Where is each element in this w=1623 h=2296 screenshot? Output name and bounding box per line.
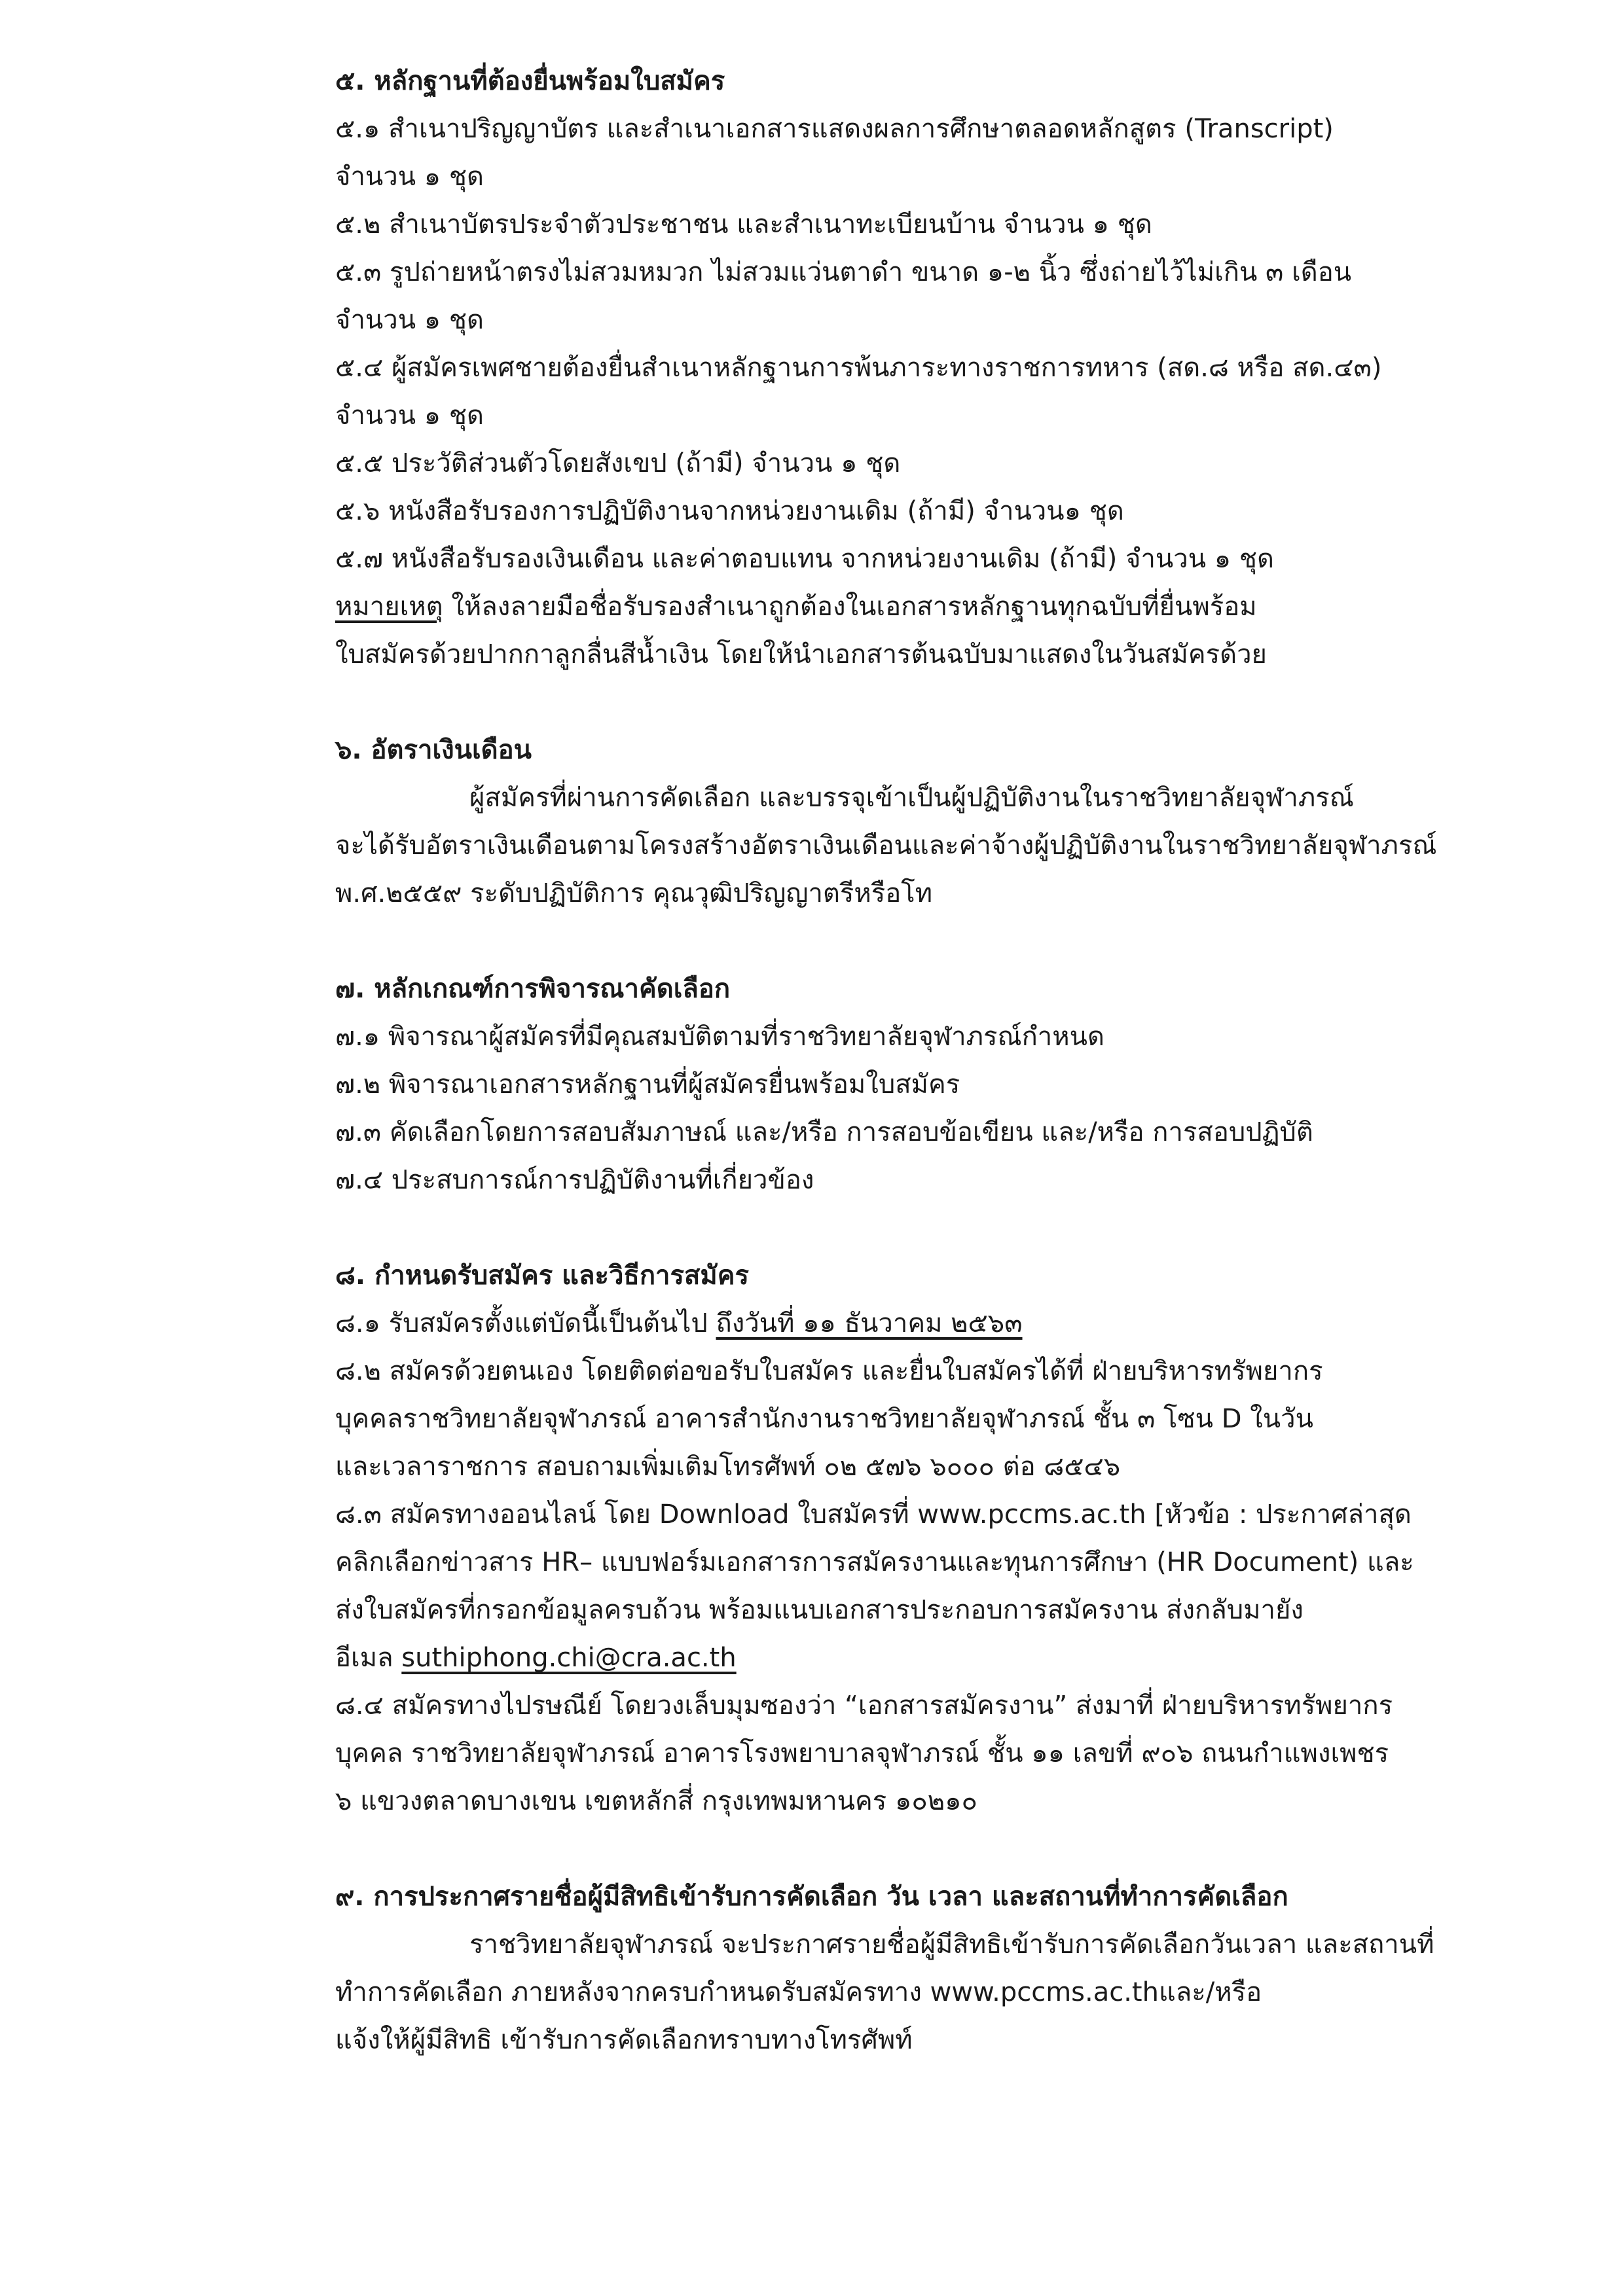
email-link[interactable]: suthiphong.chi@cra.ac.th <box>401 1643 737 1673</box>
section-8-item-3-cont-1: คลิกเลือกข่าวสาร HR– แบบฟอร์มเอกสารการสมัครงานและทุนการศึกษา (HR Document) และ <box>335 1547 1414 1577</box>
section-5-item-3: ๕.๓ รูปถ่ายหน้าตรงไม่สวมหมวก ไม่สวมแว่นตาดำ ขนาด ๑-๒ นิ้ว ซึ่งถ่ายไว้ไม่เกิน ๓ เดือน <box>335 257 1352 287</box>
section-5-heading: ๕. หลักฐานที่ต้องยื่นพร้อมใบสมัคร <box>335 66 725 96</box>
section-6-heading: ๖. อัตราเงินเดือน <box>335 735 532 765</box>
section-5-item-6: ๕.๖ หนังสือรับรองการปฏิบัติงานจากหน่วยงานเดิม (ถ้ามี) จำนวน๑ ชุด <box>335 496 1124 526</box>
section-8-item-3-email-line <box>335 1634 1448 1682</box>
section-5-item-7: ๕.๗ หนังสือรับรองเงินเดือน และค่าตอบแทน จากหน่วยงานเดิม (ถ้ามี) จำนวน ๑ ชุด <box>335 544 1275 574</box>
section-9-para-3: แจ้งให้ผู้มีสิทธิ เข้ารับการคัดเลือกทราบทางโทรศัพท์ <box>335 2025 913 2055</box>
section-8-item-2-cont-2: และเวลาราชการ สอบถามเพิ่มเติมโทรศัพท์ ๐๒ ๕๗๖ ๖๐๐๐ ต่อ ๘๕๔๖ <box>335 1452 1121 1482</box>
section-8-item-4-cont-2: ๖ แขวงตลาดบางเขน เขตหลักสี่ กรุงเทพมหานคร ๑๐๒๑๐ <box>335 1786 977 1816</box>
section-5-item-3-qty: จำนวน ๑ ชุด <box>335 305 484 335</box>
section-5 <box>335 58 1448 679</box>
section-8-item-4-cont-1: บุคคล ราชวิทยาลัยจุฬาภรณ์ อาคารโรงพยาบาลจุฬาภรณ์ ชั้น ๑๑ เลขที่ ๙๐๖ ถนนกำแพงเพชร <box>335 1738 1389 1768</box>
note-text: ให้ลงลายมือชื่อรับรองสำเนาถูกต้องในเอกสารหลักฐานทุกฉบับที่ยื่นพร้อม <box>443 592 1257 622</box>
section-6-para-3: พ.ศ.๒๕๕๙ ระดับปฏิบัติการ คุณวุฒิปริญญาตรีหรือโท <box>335 878 933 908</box>
section-8-item-4: ๘.๔ สมัครทางไปรษณีย์ โดยวงเล็บมุมซองว่า “เอกสารสมัครงาน” ส่งมาที่ ฝ่ายบริหารทรัพยากร <box>335 1691 1393 1721</box>
section-5-item-4: ๕.๔ ผู้สมัครเพศชายต้องยื่นสำเนาหลักฐานการพ้นภาระทางราชการทหาร (สด.๘ หรือ สด.๔๓) <box>335 353 1382 383</box>
email-label: อีเมล <box>335 1643 402 1673</box>
section-8-item-3: ๘.๓ สมัครทางออนไลน์ โดย Download ใบสมัครที่ www.pccms.ac.th [หัวข้อ : ประกาศล่าสุด <box>335 1499 1412 1530</box>
section-5-item-4-qty: จำนวน ๑ ชุด <box>335 401 484 431</box>
section-5-item-2: ๕.๒ สำเนาบัตรประจำตัวประชาชน และสำเนาทะเบียนบ้าน จำนวน ๑ ชุด <box>335 209 1152 240</box>
section-5-note <box>335 583 1448 631</box>
section-7-item-3: ๗.๓ คัดเลือกโดยการสอบสัมภาษณ์ และ/หรือ การสอบข้อเขียน และ/หรือ การสอบปฏิบัติ <box>335 1117 1313 1147</box>
note-label: หมายเหตุ <box>335 592 443 622</box>
section-6-para-1: ผู้สมัครที่ผ่านการคัดเลือก และบรรจุเข้าเป็นผู้ปฏิบัติงานในราชวิทยาลัยจุฬาภรณ์ <box>469 783 1354 813</box>
section-6-para-2: จะได้รับอัตราเงินเดือนตามโครงสร้างอัตราเงินเดือนและค่าจ้างผู้ปฏิบัติงานในราชวิทยาลัยจุฬาภรณ์ <box>335 831 1437 861</box>
section-9-para-1: ราชวิทยาลัยจุฬาภรณ์ จะประกาศรายชื่อผู้มีสิทธิเข้ารับการคัดเลือกวันเวลา และสถานที่ <box>469 1929 1434 1960</box>
section-8-item-3-cont-2: ส่งใบสมัครที่กรอกข้อมูลครบถ้วน พร้อมแนบเอกสารประกอบการสมัครงาน ส่งกลับมายัง <box>335 1595 1304 1625</box>
section-8 <box>335 1252 1448 1825</box>
section-7 <box>335 965 1448 1204</box>
section-7-item-4: ๗.๔ ประสบการณ์การปฏิบัติงานที่เกี่ยวข้อง <box>335 1165 814 1195</box>
spacer <box>335 1825 1448 1873</box>
section-8-item-2: ๘.๒ สมัครด้วยตนเอง โดยติดต่อขอรับใบสมัคร และยื่นใบสมัครได้ที่ ฝ่ายบริหารทรัพยากร <box>335 1356 1323 1386</box>
section-8-item-2-cont-1: บุคคลราชวิทยาลัยจุฬาภรณ์ อาคารสำนักงานราชวิทยาลัยจุฬาภรณ์ ชั้น ๓ โซน D ในวัน <box>335 1404 1313 1434</box>
section-9-heading: ๙. การประกาศรายชื่อผู้มีสิทธิเข้ารับการคัดเลือก วัน เวลา และสถานที่ทำการคัดเลือก <box>335 1882 1288 1912</box>
section-6 <box>335 726 1448 918</box>
document-page <box>335 58 1448 2064</box>
section-9-para-2: ทำการคัดเลือก ภายหลังจากครบกำหนดรับสมัครทาง www.pccms.ac.thและ/หรือ <box>335 1977 1262 2007</box>
section-7-heading: ๗. หลักเกณฑ์การพิจารณาคัดเลือก <box>335 974 731 1004</box>
spacer <box>335 1204 1448 1252</box>
section-8-item-1 <box>335 1300 1448 1348</box>
section-5-note-cont: ใบสมัครด้วยปากกาลูกลื่นสีน้ำเงิน โดยให้นำเอกสารต้นฉบับมาแสดงในวันสมัครด้วย <box>335 639 1267 670</box>
spacer <box>335 679 1448 726</box>
section-7-item-2: ๗.๒ พิจารณาเอกสารหลักฐานที่ผู้สมัครยื่นพร้อมใบสมัคร <box>335 1069 960 1100</box>
section-5-item-1-qty: จำนวน ๑ ชุด <box>335 162 484 192</box>
section-7-item-1: ๗.๑ พิจารณาผู้สมัครที่มีคุณสมบัติตามที่ราชวิทยาลัยจุฬาภรณ์กำหนด <box>335 1022 1104 1052</box>
spacer <box>335 918 1448 965</box>
deadline-date: ถึงวันที่ ๑๑ ธันวาคม ๒๕๖๓ <box>716 1308 1023 1338</box>
section-8-heading: ๘. กำหนดรับสมัคร และวิธีการสมัคร <box>335 1261 750 1291</box>
section-9 <box>335 1873 1448 2064</box>
section-8-item-1-text: ๘.๑ รับสมัครตั้งแต่บัดนี้เป็นต้นไป <box>335 1308 716 1338</box>
section-5-item-5: ๕.๕ ประวัติส่วนตัวโดยสังเขป (ถ้ามี) จำนวน ๑ ชุด <box>335 448 901 478</box>
section-5-item-1: ๕.๑ สำเนาปริญญาบัตร และสำเนาเอกสารแสดงผลการศึกษาตลอดหลักสูตร (Transcript) <box>335 114 1334 144</box>
